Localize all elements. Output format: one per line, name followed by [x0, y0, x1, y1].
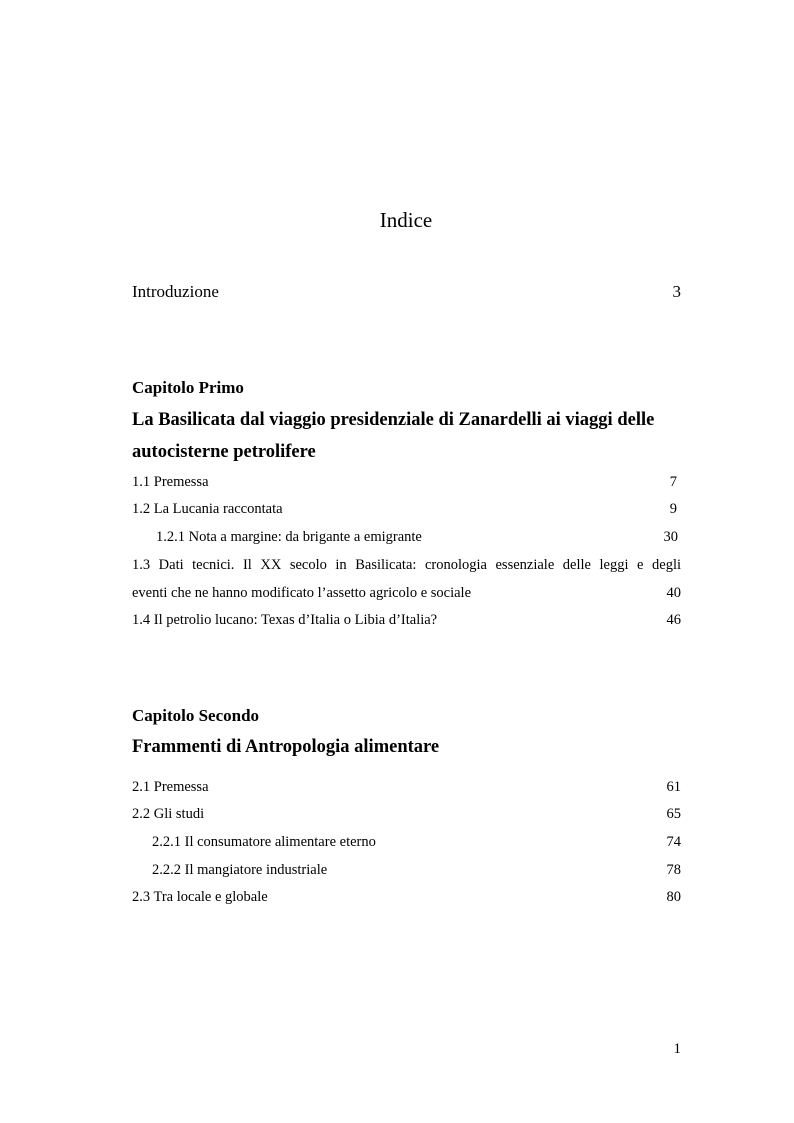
toc-entry-page: 78	[666, 862, 681, 878]
toc-entry-label: 2.2.2 Il mangiatore industriale	[152, 862, 328, 878]
toc-entry-page: 3	[672, 282, 681, 301]
toc-entry-label: 2.2.1 Il consumatore alimentare eterno	[152, 834, 376, 850]
toc-entry-page: 9	[669, 501, 677, 517]
toc-entry-label: 1.1 Premessa	[132, 474, 209, 490]
toc-entry-2-2[interactable]	[132, 805, 681, 824]
toc-entry-label: 2.1 Premessa	[132, 779, 209, 795]
toc-entry-1-4[interactable]	[132, 611, 681, 630]
toc-entry-2-3[interactable]	[132, 888, 681, 907]
toc-entry-page: 40	[666, 585, 681, 601]
toc-entry-1-2-1[interactable]	[156, 528, 678, 547]
toc-entry-introduzione[interactable]	[132, 281, 681, 303]
toc-entry-1-3[interactable]	[132, 584, 681, 603]
toc-entry-label: 1.4 Il petrolio lucano: Texas d’Italia o Libia d’Italia?	[132, 612, 438, 628]
chapter-2-label: Capitolo Secondo	[132, 706, 260, 725]
toc-entry-label: 2.2 Gli studi	[132, 806, 205, 822]
toc-entry-1-3-line-1[interactable]: 1.3 Dati tecnici. Il XX secolo in Basilicata: cronologia essenziale delle leggi e degli	[132, 557, 681, 573]
toc-entry-page: 65	[666, 806, 681, 822]
toc-entry-page: 61	[666, 779, 681, 795]
toc-entry-1-1[interactable]	[132, 473, 677, 492]
chapter-1-title-line-1: La Basilicata dal viaggio presidenziale di Zanardelli ai viaggi delle	[132, 410, 655, 430]
toc-entry-2-2-2[interactable]	[152, 861, 681, 880]
toc-entry-2-2-1[interactable]	[152, 833, 681, 852]
toc-entry-1-2[interactable]	[132, 500, 677, 519]
chapter-1-label: Capitolo Primo	[132, 378, 244, 397]
toc-entry-label: 1.2 La Lucania raccontata	[132, 501, 283, 517]
chapter-1-title-line-2: autocisterne petrolifere	[132, 442, 316, 462]
page-number: 1	[673, 1041, 681, 1057]
toc-entry-label: 1.2.1 Nota a margine: da brigante a emigrante	[156, 529, 422, 545]
toc-entry-page: 30	[663, 529, 678, 545]
page-title: Indice	[379, 208, 433, 232]
toc-entry-label: 2.3 Tra locale e globale	[132, 889, 268, 905]
toc-entry-2-1[interactable]	[132, 778, 681, 797]
chapter-2-title: Frammenti di Antropologia alimentare	[132, 737, 440, 757]
toc-entry-page: 46	[666, 612, 681, 628]
toc-entry-page: 7	[669, 474, 677, 490]
toc-entry-page: 80	[666, 889, 681, 905]
toc-entry-label: Introduzione	[132, 282, 219, 301]
toc-entry-page: 74	[666, 834, 681, 850]
toc-entry-label: eventi che ne hanno modificato l’assetto agricolo e sociale	[132, 585, 472, 601]
